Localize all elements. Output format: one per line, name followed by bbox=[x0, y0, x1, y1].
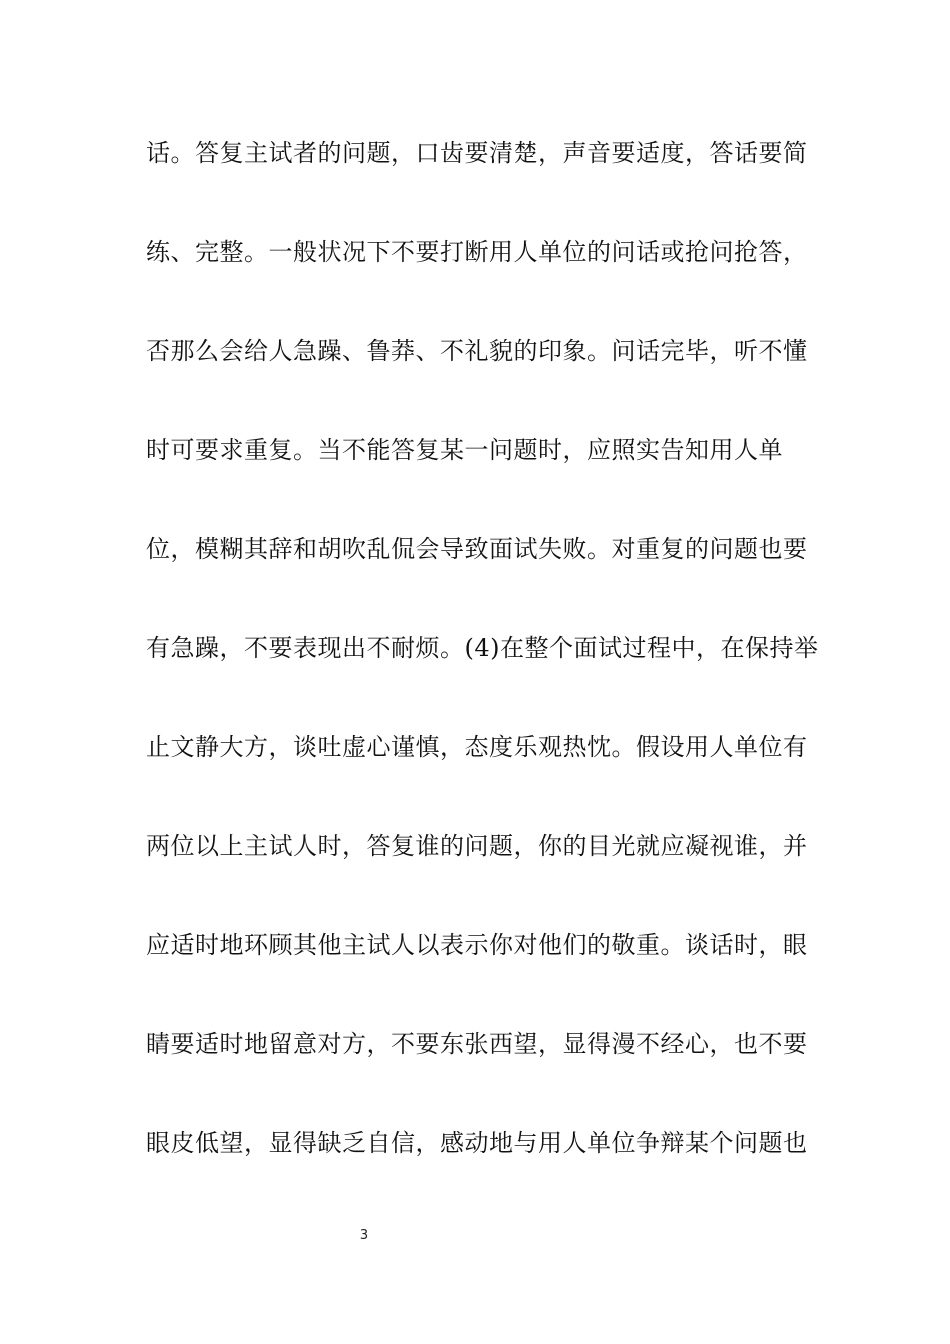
text-line: 眼皮低望，显得缺乏自信，感动地与用人单位争辩某个问题也 bbox=[146, 1129, 808, 1157]
page-number: 3 bbox=[359, 1228, 369, 1243]
text-line: 时可要求重复。当不能答复某一问题时，应照实告知用人单 bbox=[146, 436, 783, 464]
text-line: 位，模糊其辞和胡吹乱侃会导致面试失败。对重复的问题也要 bbox=[146, 535, 808, 563]
text-line: 两位以上主试人时，答复谁的问题，你的目光就应凝视谁，并 bbox=[146, 832, 808, 860]
text-line: 睛要适时地留意对方，不要东张西望，显得漫不经心，也不要 bbox=[146, 1030, 808, 1058]
text-line: 应适时地环顾其他主试人以表示你对他们的敬重。谈话时，眼 bbox=[146, 931, 808, 959]
text-line: 止文静大方，谈吐虚心谨慎，态度乐观热忱。假设用人单位有 bbox=[146, 733, 808, 761]
text-line: 否那么会给人急躁、鲁莽、不礼貌的印象。问话完毕，听不懂 bbox=[146, 337, 808, 365]
text-line: 练、完整。一般状况下不要打断用人单位的问话或抢问抢答， bbox=[146, 238, 808, 266]
text-line: 话。答复主试者的问题，口齿要清楚，声音要适度，答话要简 bbox=[146, 139, 808, 167]
body-text bbox=[146, 131, 819, 1220]
text-line: 有急躁，不要表现出不耐烦。(4)在整个面试过程中，在保持举 bbox=[146, 634, 819, 662]
